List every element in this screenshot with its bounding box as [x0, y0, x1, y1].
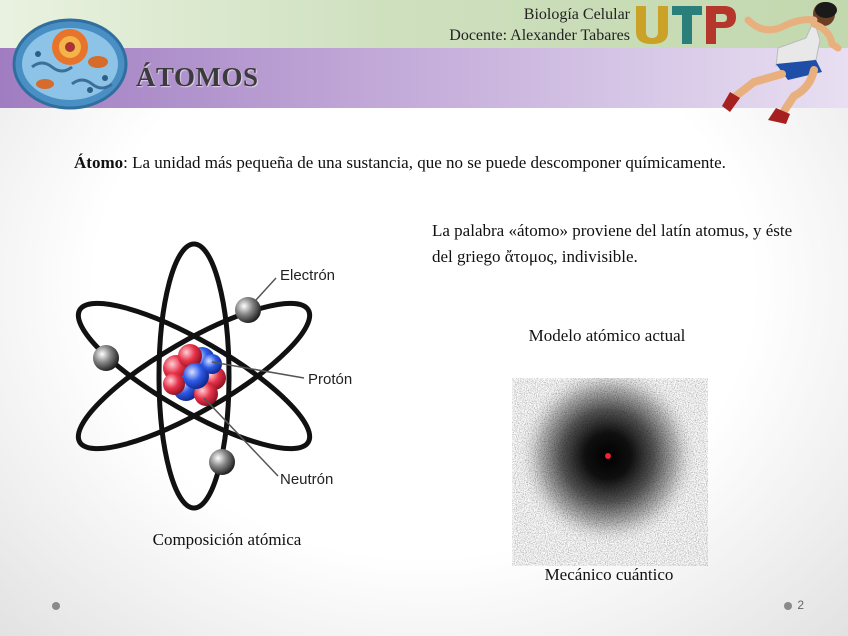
proton-label: Protón — [308, 371, 353, 388]
quantum-title: Modelo atómico actual — [528, 326, 686, 345]
logo-text: UTP — [686, 32, 688, 33]
slide-title: ÁTOMOS — [136, 62, 259, 92]
cell-illustration — [10, 12, 130, 112]
definition-term: Átomo — [74, 153, 124, 172]
quantum-caption: Mecánico cuántico — [544, 565, 674, 584]
electron-cloud — [512, 378, 708, 566]
bullet-right — [784, 602, 792, 610]
course-name: Biología Celular — [523, 6, 630, 23]
teacher-name: Docente: Alexander Tabares — [449, 27, 630, 44]
neutron-label: Neutrón — [280, 471, 334, 488]
header-text — [449, 4, 630, 46]
atom-caption: Composición atómica — [152, 530, 302, 549]
electron-1 — [235, 297, 261, 323]
etymology-paragraph: La palabra «átomo» proviene del latín atomus, y éste del griego ἄτομος, indivisible. — [432, 221, 793, 266]
definition-text: : La unidad más pequeña de una sustancia, que no se puede descomponer químicamente. — [123, 153, 726, 172]
bullet-left — [52, 602, 60, 610]
electron-2 — [93, 345, 119, 371]
definition-paragraph — [74, 150, 754, 175]
page-number: 2 — [797, 598, 804, 612]
electron-3 — [209, 449, 235, 475]
electron-label: Electrón — [280, 267, 336, 284]
atom-diagram — [64, 236, 384, 520]
nucleus — [163, 344, 226, 406]
runner-illustration — [664, 0, 842, 126]
